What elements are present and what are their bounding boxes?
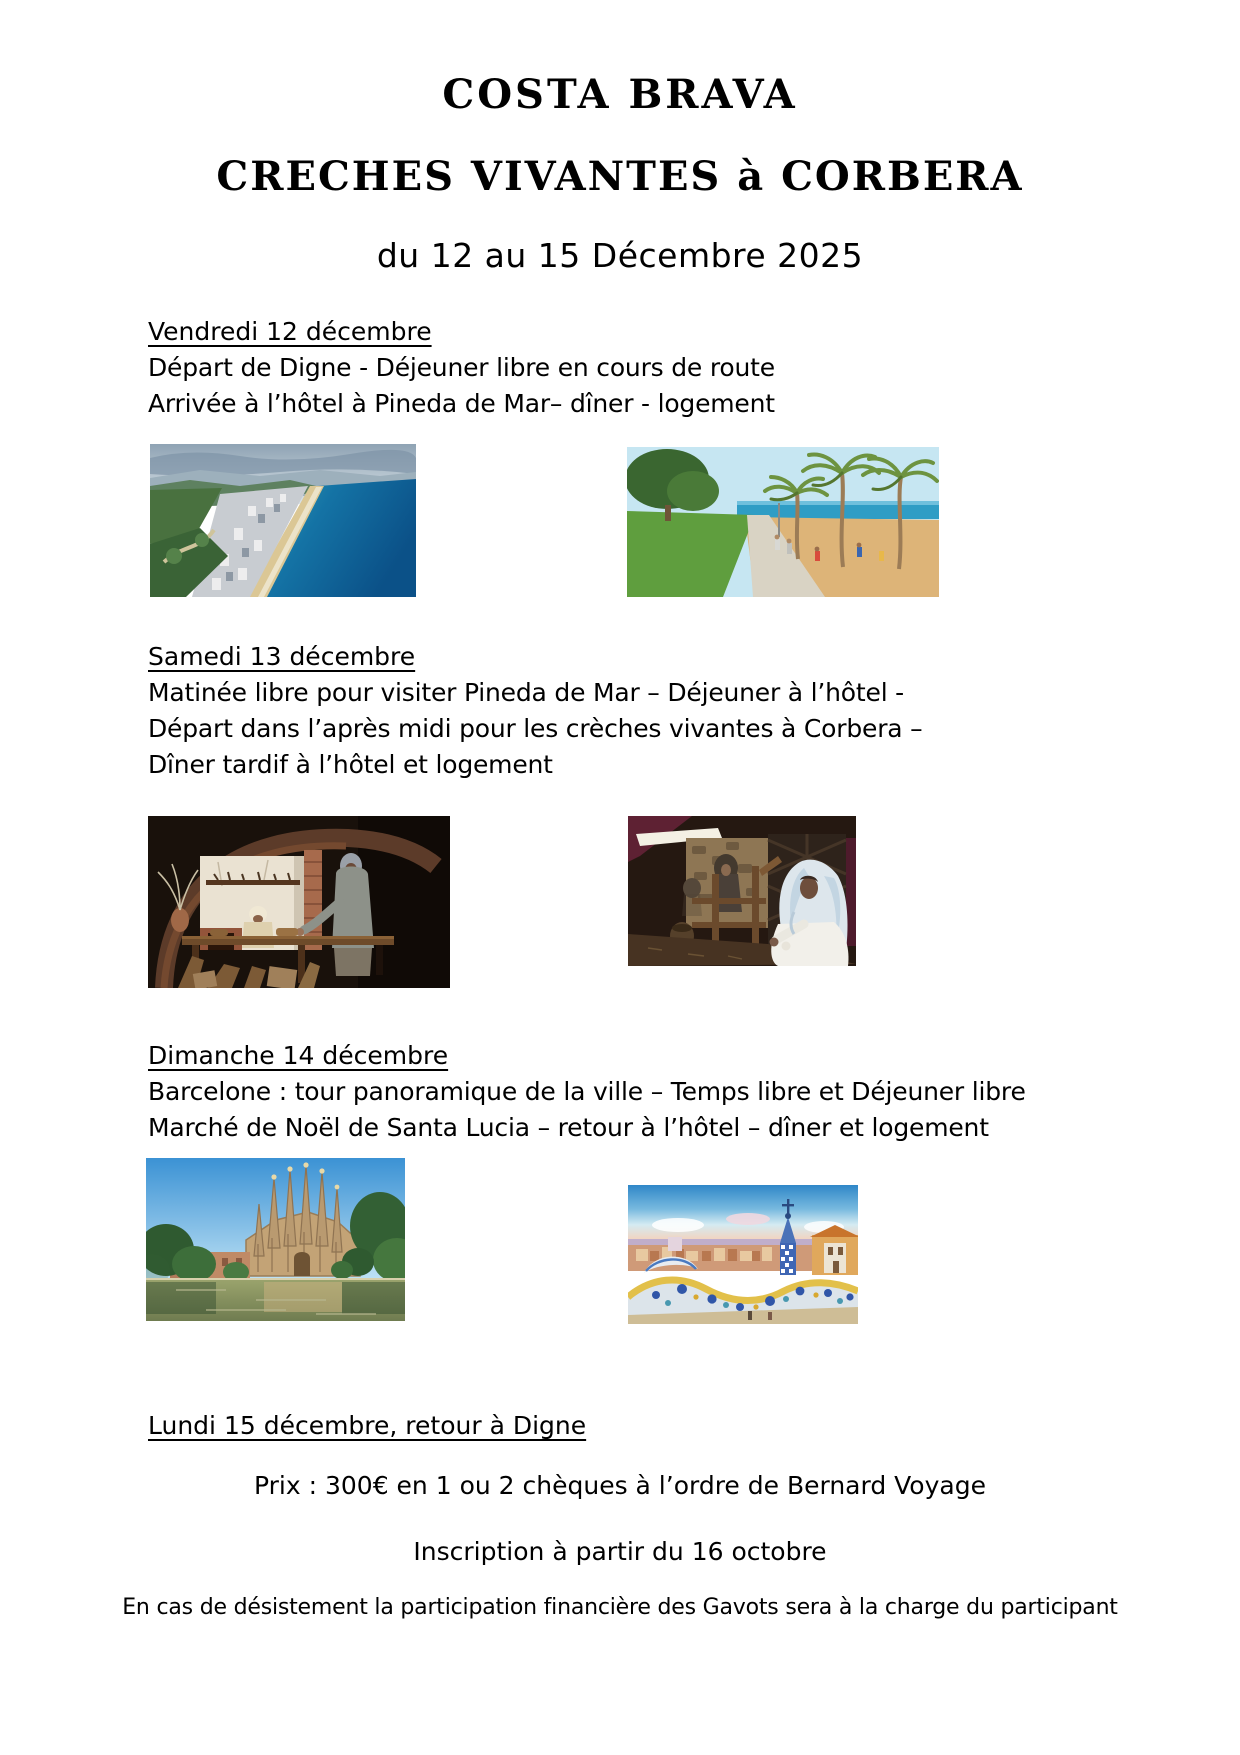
title-block xyxy=(0,0,1240,278)
cancellation-note: En cas de désistement la participation financière des Gavots sera à la charge du participant xyxy=(122,1595,1118,1620)
itinerary-line: Matinée libre pour visiter Pineda de Mar – Déjeuner à l’hôtel - xyxy=(148,678,905,707)
registration-line: Inscription à partir du 16 octobre xyxy=(413,1537,827,1566)
itinerary-line: Barcelone : tour panoramique de la ville – Temps libre et Déjeuner libre xyxy=(148,1077,1026,1106)
day-heading-lundi: Lundi 15 décembre, retour à Digne xyxy=(148,1411,587,1440)
section-lundi xyxy=(148,1408,1140,1444)
day-heading-vendredi: Vendredi 12 décembre xyxy=(148,317,432,346)
itinerary-line: Marché de Noël de Santa Lucia – retour à l’hôtel – dîner et logement xyxy=(148,1113,989,1142)
photo-row-vendredi xyxy=(0,444,1240,599)
day-heading-samedi: Samedi 13 décembre xyxy=(148,642,416,671)
day-heading-dimanche: Dimanche 14 décembre xyxy=(148,1041,449,1070)
itinerary-line: Départ de Digne - Déjeuner libre en cours de route xyxy=(148,353,775,382)
photo-pineda-aerial xyxy=(150,444,416,597)
photo-row-samedi xyxy=(0,816,1240,988)
document-title: COSTA BRAVA xyxy=(442,71,798,118)
itinerary-line: Arrivée à l’hôtel à Pineda de Mar– dîner - logement xyxy=(148,389,775,418)
document-subtitle: CRECHES VIVANTES à CORBERA xyxy=(216,153,1024,200)
price-line: Prix : 300€ en 1 ou 2 chèques à l’ordre de Bernard Voyage xyxy=(254,1471,986,1500)
photo-creche-tisserande xyxy=(628,816,856,966)
itinerary-line: Départ dans l’après midi pour les crèches vivantes à Corbera – xyxy=(148,714,923,743)
trip-dates: du 12 au 15 Décembre 2025 xyxy=(376,236,864,275)
photo-pineda-promenade xyxy=(627,447,939,597)
section-samedi xyxy=(148,639,1140,783)
photo-row-dimanche xyxy=(0,1157,1240,1327)
photo-sagrada-familia xyxy=(146,1158,405,1321)
photo-park-guell xyxy=(628,1185,858,1324)
section-vendredi xyxy=(148,314,1140,422)
itinerary-line: Dîner tardif à l’hôtel et logement xyxy=(148,750,553,779)
section-dimanche xyxy=(148,1038,1140,1146)
photo-creche-atelier xyxy=(148,816,450,988)
